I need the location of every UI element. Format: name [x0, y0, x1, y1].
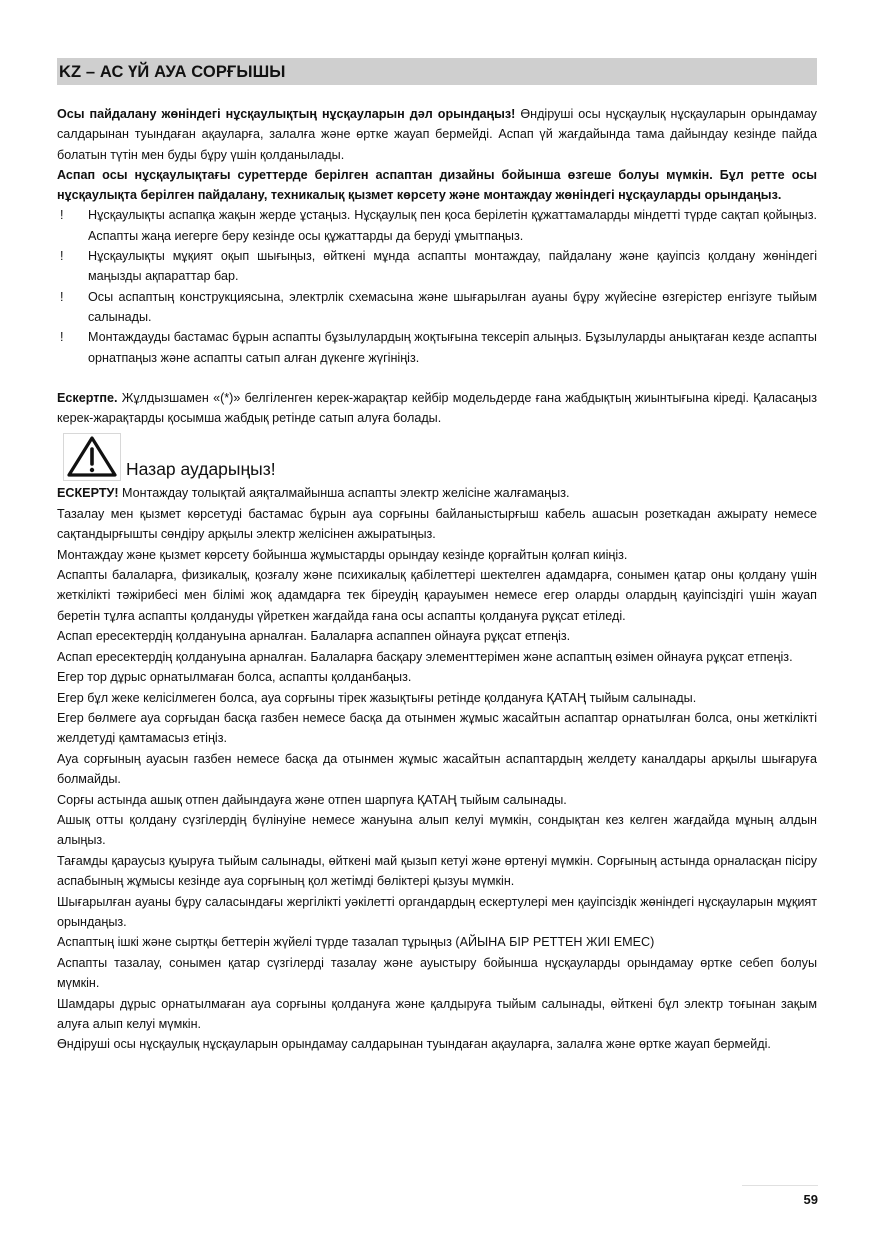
note-paragraph [57, 388, 817, 429]
warning-paragraph: Монтаждау және қызмет көрсету бойынша жұмыстарды орындау кезінде қорғайтын қолғап киіңіз. [57, 547, 628, 562]
section-title: KZ – АС ҮЙ АУА СОРҒЫШЫ [57, 58, 817, 85]
exclamation-mark-icon: ! [60, 249, 64, 264]
warning-paragraph: Егер тор дұрыс орнатылмаған болса, аспапты қолданбаңыз. [57, 670, 412, 685]
safety-bullet-list [57, 205, 817, 367]
exclamation-mark-icon: ! [60, 289, 64, 304]
warning-section [57, 483, 817, 1054]
intro-section [57, 104, 817, 368]
list-item: ! Нұсқаулықты аспапқа жақын жерде ұстаңыз. Нұсқаулық пен қоса берілетін құжаттамаларды міндетті түрде сақтап қойыңыз. Аспапты жаңа иегерге беру кезінде осы құжаттарды да беруді ұмытпаңыз. [57, 205, 817, 246]
page-number: 59 [803, 1192, 818, 1207]
list-item: ! Монтаждауды бастамас бұрын аспапты бұзылулардың жоқтығына тексеріп алыңыз. Бұзылуларды анықтаған кезде аспапты орнатпаңыз және аспапты сатып алған дүкенге жүгініңіз. [57, 327, 817, 368]
document-page [57, 58, 817, 1055]
warning-paragraph: Тазалау мен қызмет көрсетуді бастамас бұрын ауа сорғыны байланыстырғыш кабель ашасын розеткадан ажырату немесе сақтандырғышты сөндіру арқылы электр желісінен ажыратыңыз. [57, 506, 817, 542]
warning-paragraph: Шығарылған ауаны бұру саласындағы жергілікті уәкілетті органдардың ескертулері мен қауіпсіздік жөніндегі нұсқауларын мұқият орындаңыз. [57, 894, 817, 929]
intro-paragraph-1 [57, 104, 817, 165]
warning-paragraph: Өндіруші осы нұсқаулық нұсқауларын орындамау салдарынан туындаған ақауларға, залалға және өртке жауап бермейді. [57, 1037, 771, 1052]
warning-label: ЕСКЕРТУ! [57, 486, 119, 501]
warning-paragraph: Ауа сорғының ауасын газбен немесе басқа да отынмен жұмыс жасайтын аспаптардың желдету каналдары арқылы шығаруға болмайды. [57, 751, 817, 787]
warning-header [57, 433, 817, 483]
warning-paragraph: Шамдары дұрыс орнатылмаған ауа сорғыны қолдануға және қалдыруға тыйым салынады, өйткені бұл электр тоғынан зақым алуға алып келуі мүмкін. [57, 996, 817, 1032]
intro-text: Өндіруші осы нұсқаулық нұсқауларын орындамау салдарынан туындаған ақауларға, залалға және өртке жауап бермейді. Аспап үй жағдайында тама дайындау кезінде пайда болатын түтін мен буды бұру үшін қолданылады. [57, 107, 817, 162]
warning-paragraph: Егер бөлмеге ауа сорғыдан басқа газбен немесе басқа да отынмен жұмыс жасайтын аспаптар орнатылған болса, оны жеткілікті желдетуді қамтамасыз етіңіз. [57, 710, 817, 746]
warning-title: Назар аударыңыз! [126, 459, 276, 480]
list-item: ! Нұсқаулықты мұқият оқып шығыңыз, өйткені мұнда аспапты монтаждау, пайдалану және қауіпсіз қолдану жөніндегі маңызды ақпараттар бар. [57, 246, 817, 287]
warning-paragraph: Аспапты тазалау, сонымен қатар сүзгілерді тазалау және ауыстыру бойынша нұсқауларды орындамау өртке себеп болуы мүмкін. [57, 955, 817, 991]
warning-paragraph: ЕСКЕРТУ! Монтаждау толықтай аяқталмайынша аспапты электр желісіне жалғамаңыз. [57, 486, 570, 501]
note-section [57, 388, 817, 429]
note-label: Ескертпе. [57, 390, 118, 405]
warning-paragraph: Сорғы астында ашық отпен дайындауға және отпен шарпуға ҚАТАҢ тыйым салынады. [57, 792, 567, 807]
warning-paragraph: Ашық отты қолдану сүзгілердің бүлінуіне немесе жануына алып келуі мүмкін, сондықтан кез келген жағдайда мұның алдын алыңыз. [57, 812, 817, 848]
warning-paragraph: Тағамды қараусыз қуыруға тыйым салынады, өйткені май қызып кетуі және өртенуі мүмкін. Сорғының астында орналасқан пісіру аспабының жұмысы кезінде ауа сорғының қол жетімді бөліктері қызуы мүмкін. [57, 853, 817, 889]
note-text: Жұлдызшамен «(*)» белгіленген керек-жарақтар кейбір модельдерде ғана жабдықтың жиынтығына кіреді. Қаласаңыз керек-жарақтарды қосымша жабдық ретінде сатып алуға болады. [57, 390, 817, 426]
page-footer [742, 1185, 818, 1207]
exclamation-mark-icon: ! [60, 330, 64, 345]
list-item: ! Осы аспаптың конструкциясына, электрлік схемасына және шығарылған ауаны бұру жүйесіне өзгерістер енгізуге тыйым салынады. [57, 287, 817, 328]
warning-paragraph: Аспап ересектердің қолдануына арналған. Балаларға басқару элементтерімен және аспаптың өзімен ойнауға рұқсат етпеңіз. [57, 649, 793, 664]
intro-bold-lead: Осы пайдалану жөніндегі нұсқаулықтың нұсқауларын дәл орындаңыз! [57, 107, 516, 121]
intro-paragraph-2: Аспап осы нұсқаулықтағы суреттерде берілген аспаптан дизайны бойынша өзгеше болуы мүмкін. Бұл ретте осы нұсқаулықта берілген пайдалану, техникалық қызмет көрсету және монтаждау жөніндегі нұсқауларды орындаңыз. [57, 167, 817, 203]
warning-triangle-icon [63, 433, 121, 481]
exclamation-mark-icon: ! [60, 208, 64, 223]
warning-paragraph: Аспаптың ішкі және сыртқы беттерін жүйелі түрде тазалап тұрыңыз (АЙЫНА БІР РЕТТЕН ЖИІ ЕМЕС) [57, 935, 655, 950]
warning-paragraph: Аспап ересектердің қолдануына арналған. Балаларға аспаппен ойнауға рұқсат етпеңіз. [57, 629, 571, 644]
warning-paragraph: Егер бұл жеке келісілмеген болса, ауа сорғыны тірек жазықтығы ретінде қолдануға ҚАТАҢ тыйым салынады. [57, 690, 697, 705]
warning-paragraph: Аспапты балаларға, физикалық, қозғалу және психикалық қабілеттері шектелген адамдарға, сонымен қатар оны қолдану үшін жеткілікті тәжірибесі мен білімі жоқ адамдарға тек біреудің қарауымен немесе егер оларды олардың қауіпсіздігі үшін жауап беретін тұлға аспапты қолдануды үйреткен жағдайда ғана осы аспапты қолдануға рұқсат етіледі. [57, 568, 817, 623]
